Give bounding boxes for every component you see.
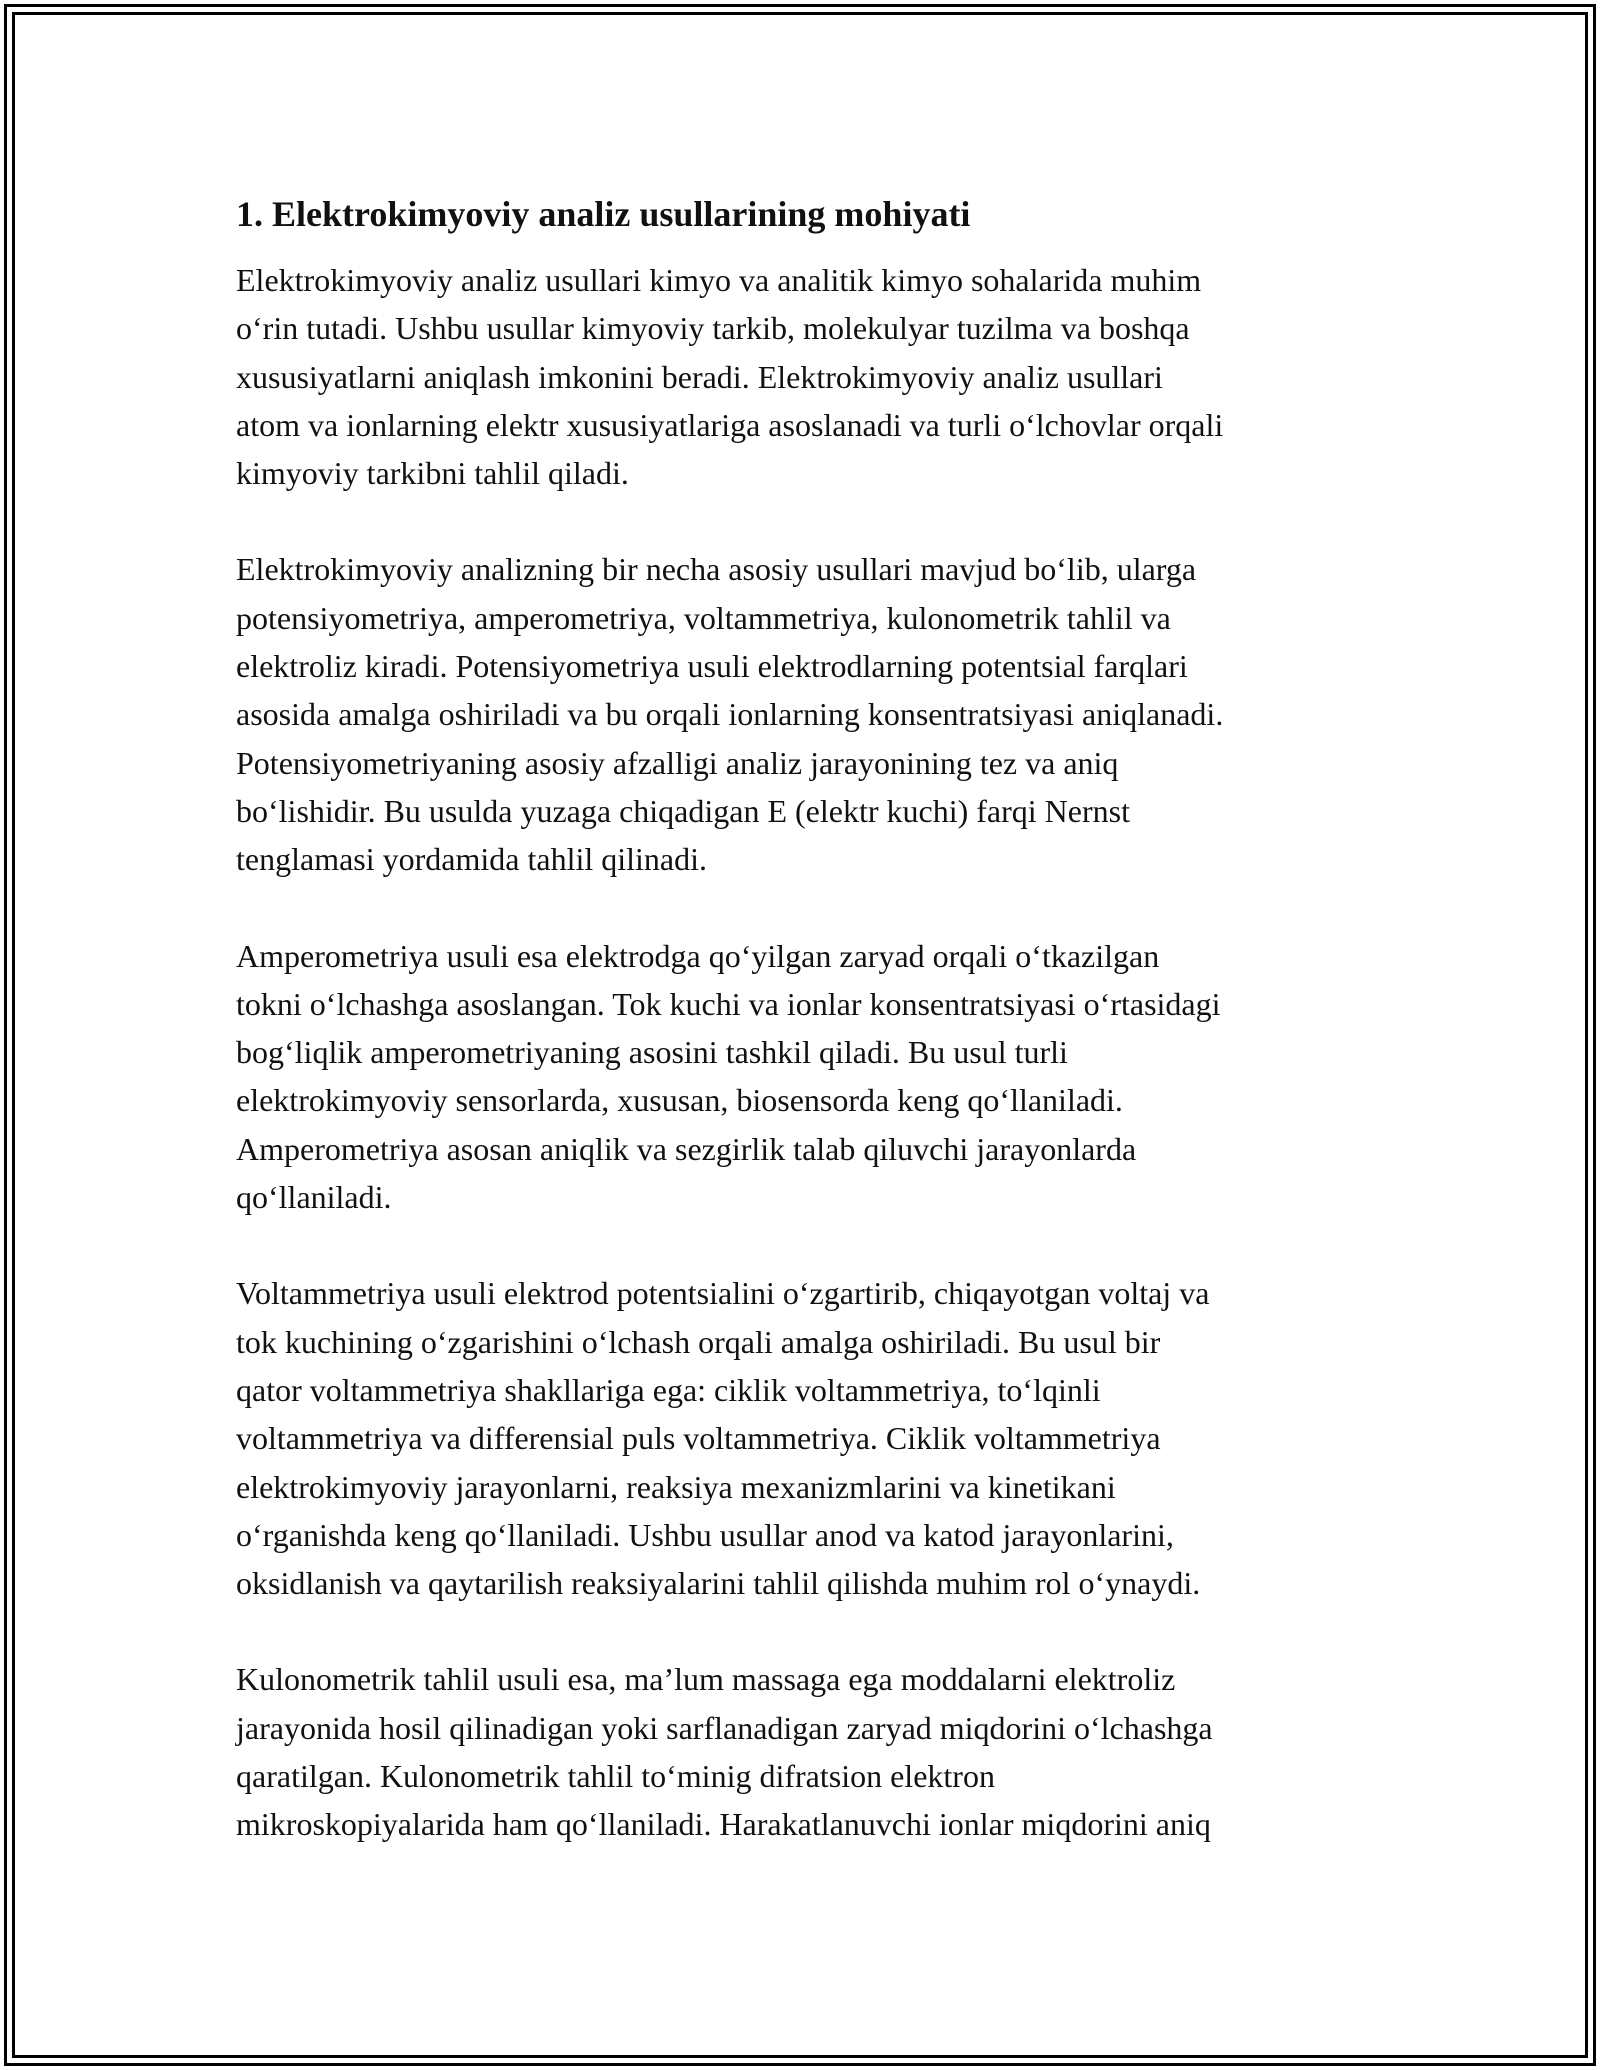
paragraph-line: elektroliz kiradi. Potensiyometriya usuli elektrodlarning potentsial farqlari xyxy=(236,648,1188,685)
paragraph-coulometry xyxy=(236,1655,1376,1848)
paragraph-potentiometry xyxy=(236,545,1376,883)
paragraph-line: oʻrin tutadi. Ushbu usullar kimyoviy tarkib, molekulyar tuzilma va boshqa xyxy=(236,310,1190,347)
paragraph-line: boʻlishidir. Bu usulda yuzaga chiqadigan E (elektr kuchi) farqi Nernst xyxy=(236,792,1130,829)
paragraph-line: mikroskopiyalarida ham qoʻllaniladi. Harakatlanuvchi ionlar miqdorini aniq xyxy=(236,1806,1211,1843)
paragraph-line: elektrokimyoviy sensorlarda, xususan, biosensorda keng qoʻllaniladi. xyxy=(236,1082,1123,1119)
paragraph-voltammetry xyxy=(236,1269,1376,1607)
paragraph-line: Elektrokimyoviy analizning bir necha asosiy usullari mavjud boʻlib, ularga xyxy=(236,551,1197,588)
paragraph-line: Amperometriya asosan aniqlik va sezgirlik talab qiluvchi jarayonlarda xyxy=(236,1130,1137,1167)
paragraph-line: oʻrganishda keng qoʻllaniladi. Ushbu usullar anod va katod jarayonlarini, xyxy=(236,1516,1174,1553)
section-heading: 1. Elektrokimyoviy analiz usullarining mohiyati xyxy=(236,194,971,234)
paragraph-line: tokni oʻlchashga asoslangan. Tok kuchi va ionlar konsentratsiyasi oʻrtasidagi xyxy=(236,985,1221,1022)
paragraph-line: qoʻllaniladi. xyxy=(236,1179,392,1216)
paragraph-line: asosida amalga oshiriladi va bu orqali ionlarning konsentratsiyasi aniqlanadi. xyxy=(236,696,1224,733)
paragraph-line: Voltammetriya usuli elektrod potentsialini oʻzgartirib, chiqayotgan voltaj va xyxy=(236,1275,1210,1312)
paragraph-line: tenglamasi yordamida tahlil qilinadi. xyxy=(236,841,707,878)
paragraph-line: Kulonometrik tahlil usuli esa, maʼlum massaga ega moddalarni elektroliz xyxy=(236,1661,1176,1698)
paragraph-line: kimyoviy tarkibni tahlil qiladi. xyxy=(236,455,629,492)
paragraph-line: Amperometriya usuli esa elektrodga qoʻyilgan zaryad orqali oʻtkazilgan xyxy=(236,937,1160,974)
paragraph-line: jarayonida hosil qilinadigan yoki sarflanadigan zaryad miqdorini oʻlchashga xyxy=(236,1709,1213,1746)
paragraph-line: qaratilgan. Kulonometrik tahlil toʻminig difratsion elektron xyxy=(236,1758,995,1795)
paragraph-line: voltammetriya va differensial puls voltammetriya. Ciklik voltammetriya xyxy=(236,1420,1161,1457)
paragraph-line: qator voltammetriya shakllariga ega: ciklik voltammetriya, toʻlqinli xyxy=(236,1371,1101,1408)
document-body xyxy=(236,186,1376,1897)
paragraph-line: Potensiyometriyaning asosiy afzalligi analiz jarayonining tez va aniq xyxy=(236,744,1119,781)
paragraph-intro xyxy=(236,256,1376,497)
paragraph-line: atom va ionlarning elektr xususiyatlariga asoslanadi va turli oʻlchovlar orqali xyxy=(236,406,1224,443)
paragraph-line: bogʻliqlik amperometriyaning asosini tashkil qiladi. Bu usul turli xyxy=(236,1034,1068,1071)
paragraph-line: Elektrokimyoviy analiz usullari kimyo va analitik kimyo sohalarida muhim xyxy=(236,262,1202,298)
paragraph-line: elektrokimyoviy jarayonlarni, reaksiya mexanizmlarini va kinetikani xyxy=(236,1468,1116,1505)
paragraph-line: xususiyatlarni aniqlash imkonini beradi. Elektrokimyoviy analiz usullari xyxy=(236,358,1163,395)
paragraph-line: oksidlanish va qaytarilish reaksiyalarini tahlil qilishda muhim rol oʻynaydi. xyxy=(236,1565,1201,1602)
paragraph-line: potensiyometriya, amperometriya, voltammetriya, kulonometrik tahlil va xyxy=(236,599,1171,636)
paragraph-line: tok kuchining oʻzgarishini oʻlchash orqali amalga oshiriladi. Bu usul bir xyxy=(236,1323,1161,1360)
paragraph-amperometry xyxy=(236,932,1376,1222)
